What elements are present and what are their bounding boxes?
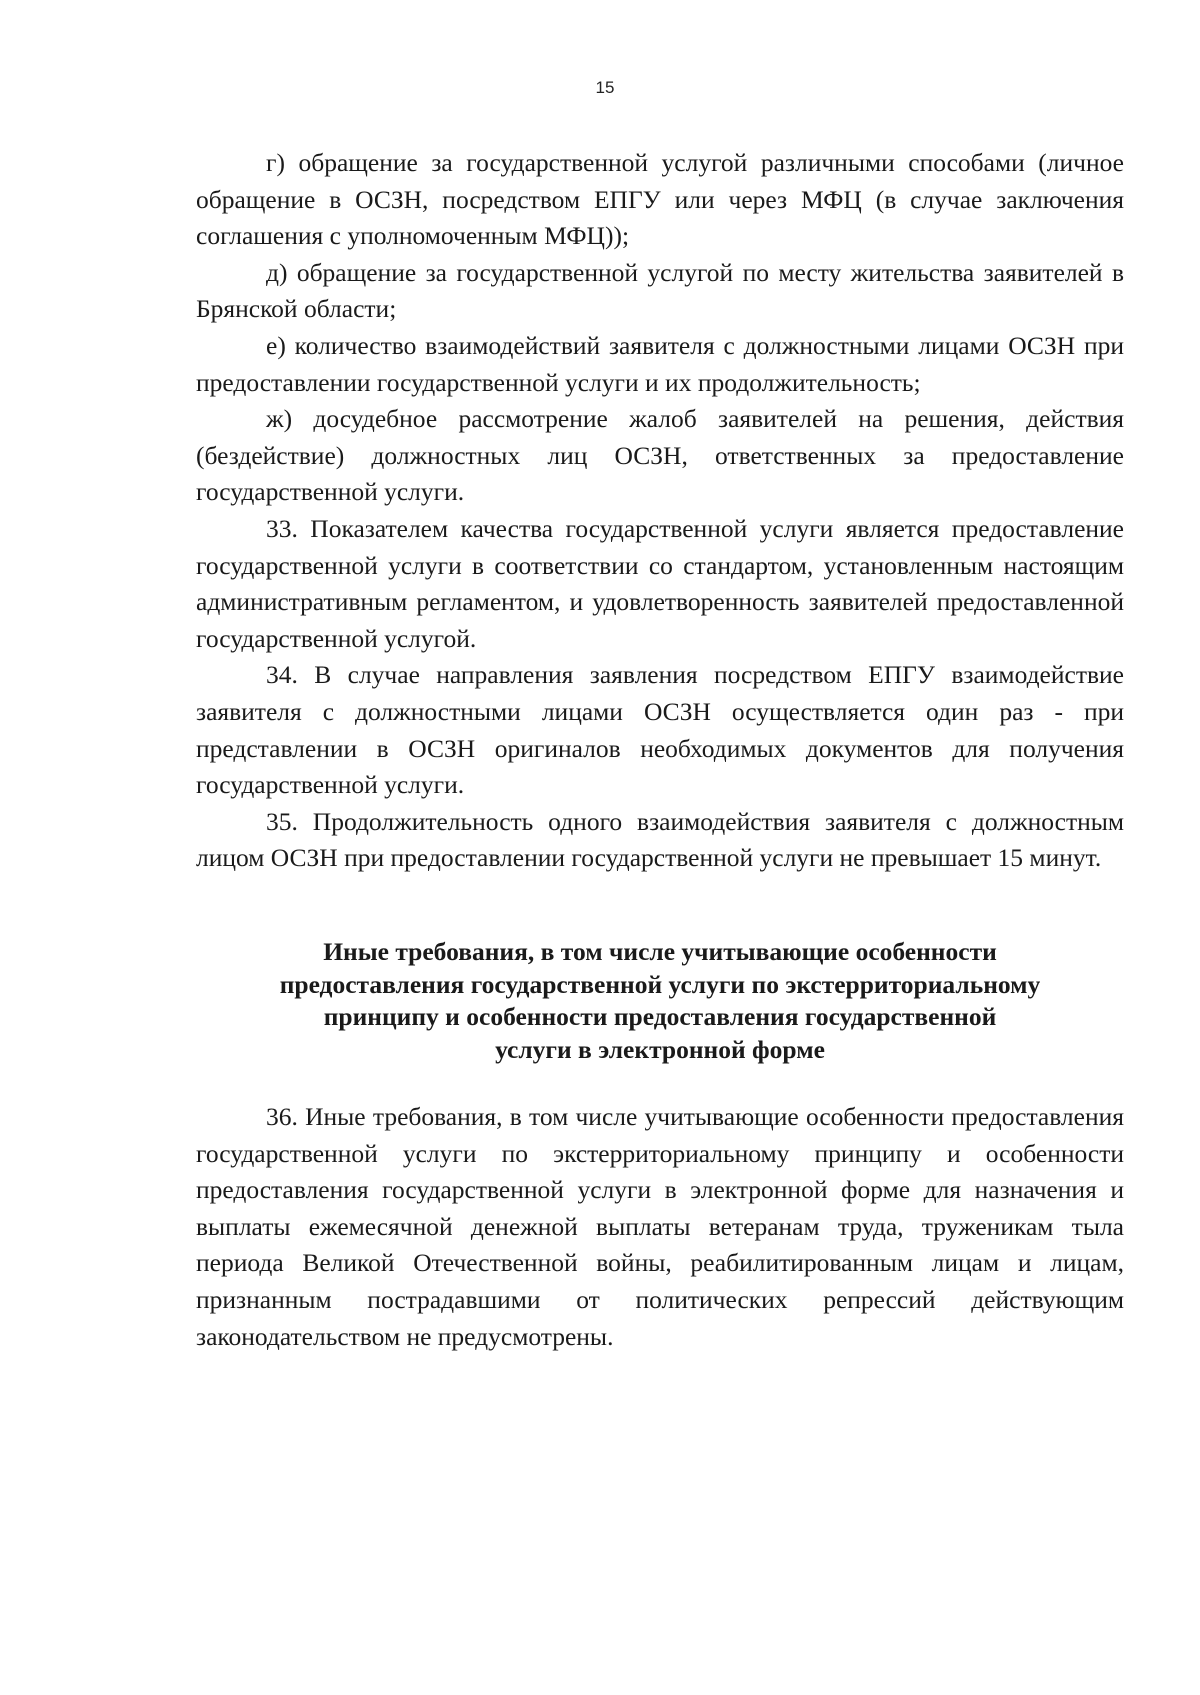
heading-line: предоставления государственной услуги по экстерриториальному: [279, 969, 1041, 999]
paragraph-g: г) обращение за государственной услугой различными способами (личное обращение в ОСЗН, посредством ЕПГУ или через МФЦ (в случае заключения соглашения с уполномоченным МФЦ));: [196, 148, 1124, 251]
body-text-bottom: [196, 1099, 1124, 1355]
page-number: 15: [595, 78, 615, 97]
paragraph-e: е) количество взаимодействий заявителя с должностными лицами ОСЗН при предоставлении государственной услуги и их продолжительность;: [196, 330, 1124, 397]
paragraph-34: 34. В случае направления заявления посредством ЕПГУ взаимодействие заявителя с должностными лицами ОСЗН осуществляется один раз - при представлении в ОСЗН оригиналов необходимых документов для получения государственной услуги.: [196, 660, 1124, 800]
paragraph-36: 36. Иные требования, в том числе учитывающие особенности предоставления государственной услуги по экстерриториальному принципу и особенности предоставления государственной услуги в электронной форме для назначения и выплаты ежемесячной денежной выплаты ветеранам труда, труженикам тыла периода Великой Отечественной войны, реабилитированным лицам и лицам, признанным пострадавшими от политических репрессий действующим законодательством не предусмотрены.: [196, 1102, 1124, 1351]
heading-line: принципу и особенности предоставления государственной: [323, 1002, 997, 1031]
section-heading: [196, 936, 1124, 1066]
body-text-top: [196, 145, 1124, 877]
paragraph-d: д) обращение за государственной услугой по месту жительства заявителей в Брянской области;: [196, 257, 1124, 324]
paragraph-35: 35. Продолжительность одного взаимодействия заявителя с должностным лицом ОСЗН при предоставлении государственной услуги не превышает 15 минут.: [196, 806, 1124, 873]
paragraph-33: 33. Показателем качества государственной услуги является предоставление государственной услуги в соответствии со стандартом, установленным настоящим административным регламентом, и удовлетворенность заявителей предоставленной государственной услугой.: [196, 513, 1124, 653]
heading-line: услуги в электронной форме: [495, 1034, 825, 1064]
heading-line: Иные требования, в том числе учитывающие особенности: [323, 937, 997, 966]
paragraph-zh: ж) досудебное рассмотрение жалоб заявителей на решения, действия (бездействие) должностных лиц ОСЗН, ответственных за предоставление государственной услуги.: [196, 404, 1124, 507]
